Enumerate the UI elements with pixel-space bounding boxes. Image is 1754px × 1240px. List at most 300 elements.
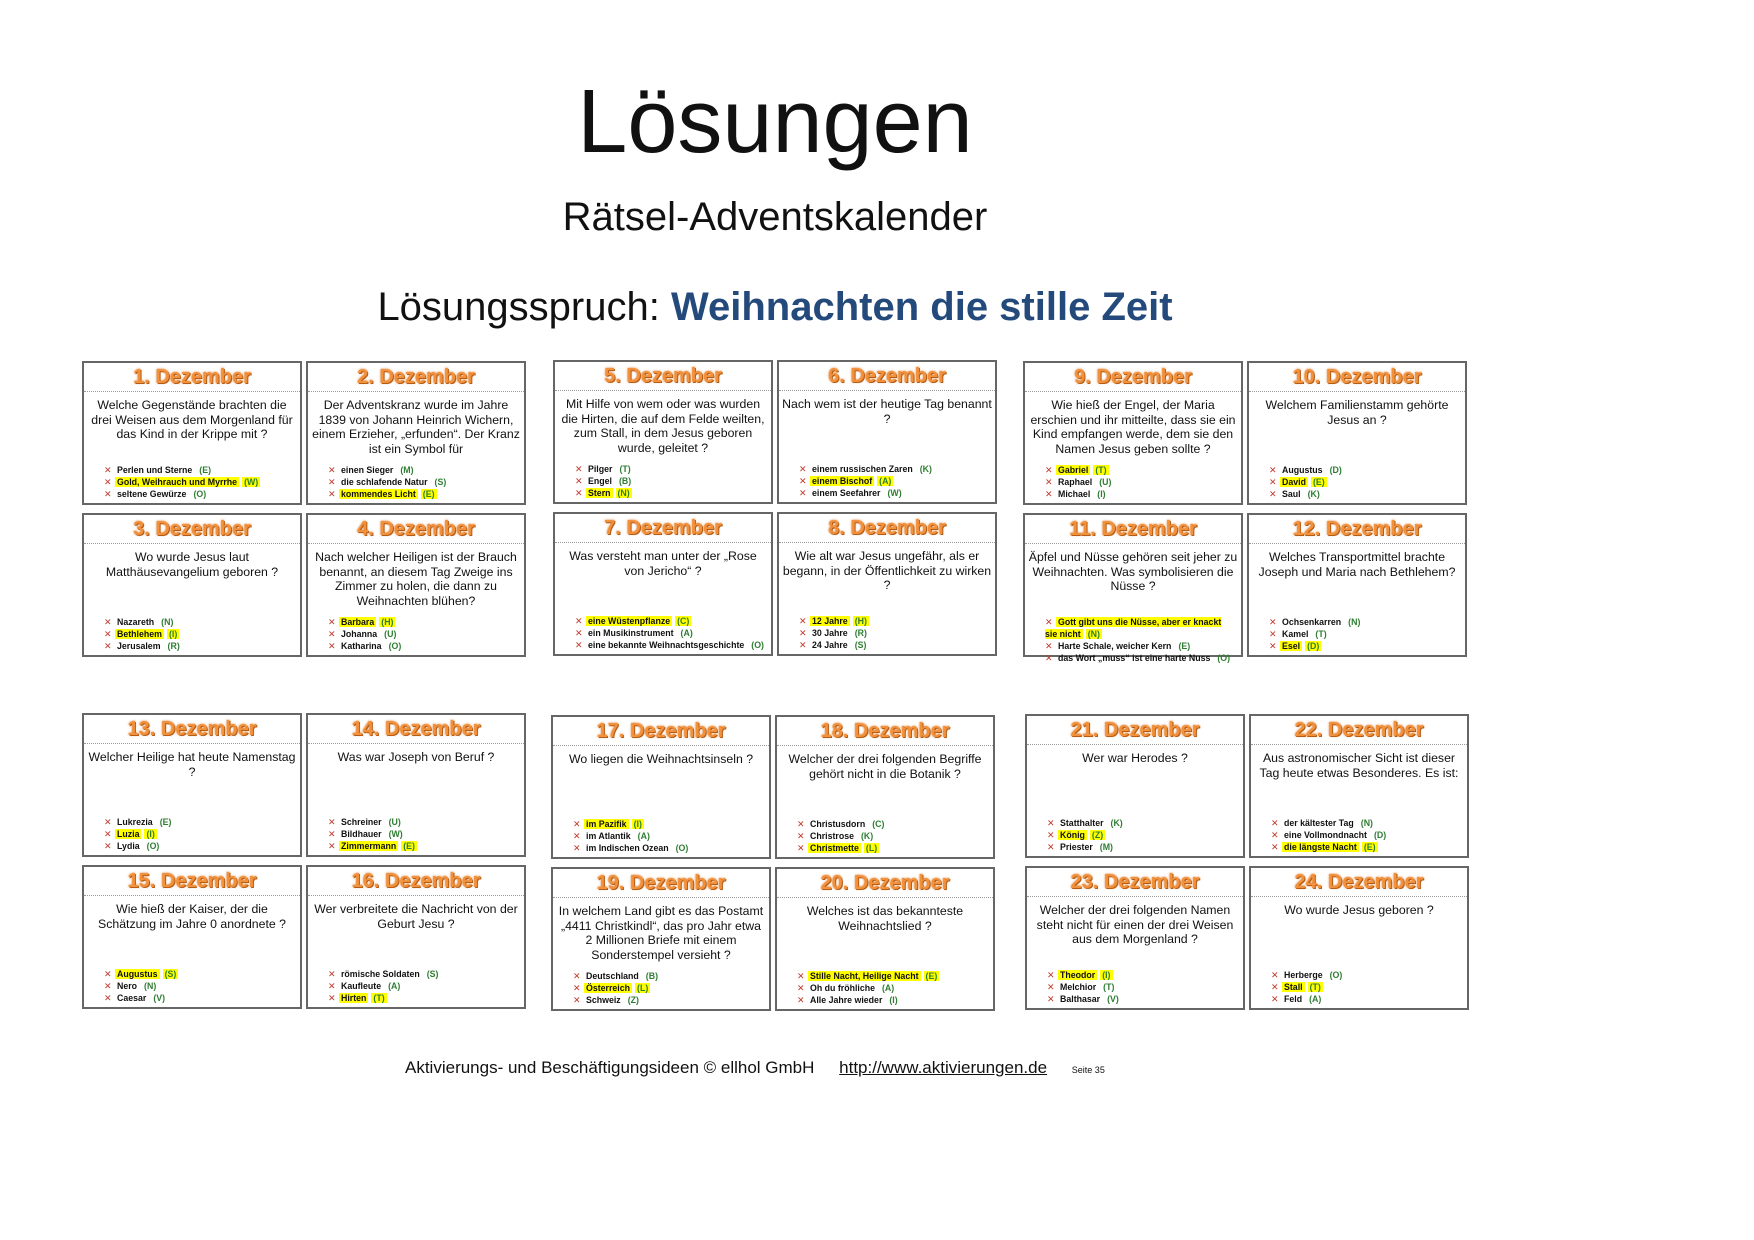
answer-text: Nero bbox=[117, 981, 138, 991]
answer-letter: (B) bbox=[618, 476, 632, 486]
answer-letter: (E) bbox=[925, 971, 938, 981]
answer-option bbox=[328, 816, 524, 828]
answer-option bbox=[104, 616, 300, 628]
card-question: Wer verbreitete die Nachricht von der Geburt Jesu ? bbox=[314, 902, 518, 931]
answer-option bbox=[797, 818, 993, 830]
card-date: 8. Dezember bbox=[779, 514, 995, 543]
answer-options bbox=[1027, 817, 1243, 853]
answer-option bbox=[797, 830, 993, 842]
answer-letter: (Z) bbox=[627, 995, 639, 1005]
answer-letter: (A) bbox=[388, 981, 401, 991]
cross-icon: ✕ bbox=[1045, 641, 1053, 651]
answer-text: Österreich bbox=[586, 983, 631, 993]
calendar-card bbox=[82, 361, 302, 505]
answer-text: die längste Nacht bbox=[1284, 842, 1357, 852]
answer-option bbox=[1269, 616, 1465, 628]
cross-icon: ✕ bbox=[797, 819, 805, 829]
cross-icon: ✕ bbox=[104, 465, 112, 475]
answer-option bbox=[328, 488, 524, 500]
cross-icon: ✕ bbox=[328, 617, 336, 627]
answer-options bbox=[308, 616, 524, 652]
calendar-card bbox=[306, 361, 526, 505]
card-question: Wo liegen die Weihnachtsinseln ? bbox=[568, 752, 754, 766]
card-date: 22. Dezember bbox=[1251, 716, 1467, 745]
answer-option bbox=[328, 828, 524, 840]
answer-options bbox=[308, 968, 524, 1004]
answer-options bbox=[1249, 464, 1465, 500]
cross-icon: ✕ bbox=[1047, 970, 1055, 980]
calendar-card bbox=[1249, 866, 1469, 1010]
cross-icon: ✕ bbox=[799, 464, 807, 474]
answer-option bbox=[328, 476, 524, 488]
page-title: Lösungen bbox=[577, 72, 973, 172]
answer-text: Christusdorn bbox=[810, 819, 866, 829]
cross-icon: ✕ bbox=[797, 843, 805, 853]
cross-icon: ✕ bbox=[1271, 970, 1279, 980]
answer-option bbox=[1271, 829, 1467, 841]
cross-icon: ✕ bbox=[799, 616, 807, 626]
answer-letter: (I) bbox=[146, 829, 155, 839]
cards-block bbox=[1023, 361, 1467, 663]
card-question: Mit Hilfe von wem oder was wurden die Hirten, die auf dem Felde weilten, zum Stall, in dem Jesus geboren wurde, geleitet ? bbox=[561, 397, 765, 455]
cross-icon: ✕ bbox=[1271, 842, 1279, 852]
answer-option bbox=[575, 487, 771, 499]
card-question: Welches Transportmittel brachte Joseph und Maria nach Bethlehem? bbox=[1258, 550, 1456, 579]
card-date: 4. Dezember bbox=[308, 515, 524, 544]
answer-text: einen Sieger bbox=[341, 465, 394, 475]
card-date: 9. Dezember bbox=[1025, 363, 1241, 392]
answer-option bbox=[104, 476, 300, 488]
cross-icon: ✕ bbox=[575, 616, 583, 626]
answer-option bbox=[573, 842, 769, 854]
answer-letter: (U) bbox=[384, 629, 397, 639]
answer-option bbox=[328, 840, 524, 852]
card-question: Wo wurde Jesus geboren ? bbox=[1284, 903, 1434, 917]
cross-icon: ✕ bbox=[1047, 994, 1055, 1004]
answer-option bbox=[573, 818, 769, 830]
cross-icon: ✕ bbox=[575, 628, 583, 638]
answer-letter: (L) bbox=[865, 843, 878, 853]
answer-letter: (I) bbox=[168, 629, 178, 639]
calendar-card bbox=[306, 713, 526, 857]
answer-text: Priester bbox=[1060, 842, 1093, 852]
cross-icon: ✕ bbox=[575, 476, 583, 486]
cross-icon: ✕ bbox=[1271, 818, 1279, 828]
answer-letter: (O) bbox=[146, 841, 160, 851]
calendar-card bbox=[775, 867, 995, 1011]
answer-text: Esel bbox=[1282, 641, 1301, 651]
answer-text: Statthalter bbox=[1060, 818, 1104, 828]
answer-options bbox=[777, 970, 993, 1006]
answer-letter: (A) bbox=[879, 476, 892, 486]
answer-letter: (A) bbox=[882, 983, 895, 993]
answer-option bbox=[1047, 817, 1243, 829]
answer-text: Christmette bbox=[810, 843, 859, 853]
answer-options bbox=[1025, 616, 1241, 664]
cross-icon: ✕ bbox=[1045, 477, 1053, 487]
answer-option bbox=[328, 616, 524, 628]
answer-letter: (O) bbox=[193, 489, 207, 499]
answer-option bbox=[1047, 981, 1243, 993]
answer-option bbox=[1269, 476, 1465, 488]
answer-text: Lukrezia bbox=[117, 817, 153, 827]
answer-option bbox=[575, 639, 771, 651]
card-date: 16. Dezember bbox=[308, 867, 524, 896]
answer-option bbox=[1047, 993, 1243, 1005]
cross-icon: ✕ bbox=[797, 971, 805, 981]
answer-option bbox=[1271, 817, 1467, 829]
answer-text: Schweiz bbox=[586, 995, 621, 1005]
answer-option bbox=[1045, 640, 1241, 652]
cross-icon: ✕ bbox=[328, 969, 336, 979]
answer-text: Luzia bbox=[117, 829, 140, 839]
calendar-card bbox=[551, 867, 771, 1011]
answer-text: im Atlantik bbox=[586, 831, 631, 841]
cross-icon: ✕ bbox=[104, 641, 112, 651]
answer-option bbox=[797, 842, 993, 854]
cross-icon: ✕ bbox=[1269, 617, 1277, 627]
cross-icon: ✕ bbox=[328, 641, 336, 651]
calendar-card bbox=[1023, 513, 1243, 663]
card-question: Wie hieß der Kaiser, der die Schätzung im Jahre 0 anordnete ? bbox=[98, 902, 286, 931]
cross-icon: ✕ bbox=[328, 489, 336, 499]
card-question: Was versteht man unter der „Rose von Jericho“ ? bbox=[569, 549, 757, 578]
cross-icon: ✕ bbox=[328, 629, 336, 639]
answer-letter: (E) bbox=[1363, 842, 1376, 852]
cross-icon: ✕ bbox=[328, 477, 336, 487]
answer-letter: (I) bbox=[633, 819, 642, 829]
cross-icon: ✕ bbox=[1045, 617, 1053, 627]
answer-options bbox=[1025, 464, 1241, 500]
answer-letter: (E) bbox=[159, 817, 172, 827]
answer-letter: (E) bbox=[403, 841, 415, 851]
answer-letter: (T) bbox=[1315, 629, 1327, 639]
answer-letter: (S) bbox=[434, 477, 447, 487]
answer-text: Zimmermann bbox=[341, 841, 397, 851]
answer-text: Ochsenkarren bbox=[1282, 617, 1342, 627]
answer-letter: (N) bbox=[1348, 617, 1361, 627]
card-question: Welches ist das bekannteste Weihnachtslied ? bbox=[806, 904, 964, 933]
cross-icon: ✕ bbox=[104, 489, 112, 499]
cross-icon: ✕ bbox=[104, 841, 112, 851]
cards-block bbox=[553, 360, 997, 656]
calendar-card bbox=[1247, 513, 1467, 657]
card-question: Nach wem ist der heutige Tag benannt ? bbox=[782, 397, 992, 426]
answer-option bbox=[1271, 969, 1467, 981]
cross-icon: ✕ bbox=[575, 464, 583, 474]
answer-option bbox=[573, 970, 769, 982]
cross-icon: ✕ bbox=[1047, 842, 1055, 852]
answer-options bbox=[777, 818, 993, 854]
card-question: Wo wurde Jesus laut Matthäusevangelium geboren ? bbox=[105, 550, 279, 579]
cross-icon: ✕ bbox=[104, 817, 112, 827]
footer-link[interactable]: http://www.aktivierungen.de bbox=[839, 1058, 1048, 1077]
answer-text: Augustus bbox=[117, 969, 158, 979]
answer-option bbox=[799, 487, 995, 499]
calendar-card bbox=[306, 513, 526, 657]
answer-letter: (O) bbox=[751, 640, 764, 650]
answer-letter: (I) bbox=[1102, 970, 1111, 980]
cross-icon: ✕ bbox=[328, 817, 336, 827]
answer-option bbox=[797, 982, 993, 994]
cross-icon: ✕ bbox=[573, 831, 581, 841]
answer-letter: (W) bbox=[244, 477, 259, 487]
answer-option bbox=[797, 994, 993, 1006]
answer-text: Gold, Weihrauch und Myrrhe bbox=[117, 477, 238, 487]
answer-option bbox=[1045, 488, 1241, 500]
answer-letter: (A) bbox=[1309, 994, 1322, 1004]
answer-options bbox=[84, 816, 300, 852]
calendar-card bbox=[82, 513, 302, 657]
answer-letter: (M) bbox=[400, 465, 414, 475]
answer-letter: (S) bbox=[164, 969, 177, 979]
answer-text: eine bekannte Weihnachtsgeschichte bbox=[588, 640, 745, 650]
cards-block bbox=[82, 361, 526, 657]
card-question: Der Adventskranz wurde im Jahre 1839 von Johann Heinrich Wichern, einem Erzieher, „erfunden“. Der Kranz ist ein Symbol für bbox=[312, 398, 520, 456]
answer-letter: (H) bbox=[381, 617, 394, 627]
answer-option bbox=[328, 628, 524, 640]
answer-text: das Wort „muss“ ist eine harte Nuss bbox=[1058, 653, 1211, 663]
answer-options bbox=[308, 816, 524, 852]
answer-option bbox=[799, 615, 995, 627]
answer-text: einem Seefahrer bbox=[812, 488, 881, 498]
answer-option bbox=[104, 980, 300, 992]
cross-icon: ✕ bbox=[104, 829, 112, 839]
answer-options bbox=[84, 616, 300, 652]
cross-icon: ✕ bbox=[328, 465, 336, 475]
answer-options bbox=[308, 464, 524, 500]
answer-letter: (T) bbox=[619, 464, 631, 474]
cross-icon: ✕ bbox=[104, 969, 112, 979]
answer-option bbox=[575, 463, 771, 475]
calendar-card bbox=[82, 865, 302, 1009]
card-date: 21. Dezember bbox=[1027, 716, 1243, 745]
answer-option bbox=[573, 982, 769, 994]
calendar-card bbox=[775, 715, 995, 859]
answer-letter: (H) bbox=[854, 616, 867, 626]
card-question: Welchem Familienstamm gehörte Jesus an ? bbox=[1265, 398, 1449, 427]
answer-option bbox=[104, 816, 300, 828]
answer-option bbox=[328, 640, 524, 652]
answer-letter: (D) bbox=[1307, 641, 1320, 651]
answer-option bbox=[1047, 969, 1243, 981]
answer-option bbox=[328, 968, 524, 980]
answer-text: Harte Schale, weicher Kern bbox=[1058, 641, 1172, 651]
card-date: 19. Dezember bbox=[553, 869, 769, 898]
answer-text: Feld bbox=[1284, 994, 1303, 1004]
answer-text: Bethlehem bbox=[117, 629, 162, 639]
answer-letter: (N) bbox=[1087, 629, 1100, 639]
cross-icon: ✕ bbox=[1271, 982, 1279, 992]
cross-icon: ✕ bbox=[1269, 641, 1277, 651]
cross-icon: ✕ bbox=[1047, 830, 1055, 840]
answer-letter: (K) bbox=[1307, 489, 1320, 499]
answer-text: Schreiner bbox=[341, 817, 382, 827]
answer-letter: (N) bbox=[1360, 818, 1373, 828]
answer-letter: (S) bbox=[426, 969, 439, 979]
card-date: 10. Dezember bbox=[1249, 363, 1465, 392]
answer-option bbox=[1269, 464, 1465, 476]
card-date: 17. Dezember bbox=[553, 717, 769, 746]
answer-option bbox=[1269, 488, 1465, 500]
answer-letter: (E) bbox=[1312, 477, 1325, 487]
answer-text: Barbara bbox=[341, 617, 375, 627]
cross-icon: ✕ bbox=[799, 476, 807, 486]
answer-text: Herberge bbox=[1284, 970, 1323, 980]
answer-text: Stall bbox=[1284, 982, 1303, 992]
answer-text: Alle Jahre wieder bbox=[810, 995, 883, 1005]
answer-text: Augustus bbox=[1282, 465, 1323, 475]
answer-letter: (C) bbox=[872, 819, 885, 829]
answer-text: König bbox=[1060, 830, 1085, 840]
cross-icon: ✕ bbox=[573, 995, 581, 1005]
answer-text: David bbox=[1282, 477, 1306, 487]
cross-icon: ✕ bbox=[573, 843, 581, 853]
answer-text: Theodor bbox=[1060, 970, 1096, 980]
answer-option bbox=[575, 475, 771, 487]
cross-icon: ✕ bbox=[1271, 994, 1279, 1004]
answer-text: 30 Jahre bbox=[812, 628, 848, 638]
card-question: Was war Joseph von Beruf ? bbox=[337, 750, 495, 764]
calendar-card bbox=[306, 865, 526, 1009]
answer-letter: (O) bbox=[675, 843, 689, 853]
calendar-card bbox=[1025, 714, 1245, 858]
calendar-card bbox=[553, 360, 773, 504]
answer-text: Oh du fröhliche bbox=[810, 983, 875, 993]
answer-option bbox=[799, 475, 995, 487]
cross-icon: ✕ bbox=[104, 981, 112, 991]
solution-phrase-answer: Weihnachten die stille Zeit bbox=[670, 285, 1173, 329]
card-date: 12. Dezember bbox=[1249, 515, 1465, 544]
answer-option bbox=[575, 627, 771, 639]
answer-options bbox=[1251, 817, 1467, 853]
calendar-card bbox=[553, 512, 773, 656]
answer-text: Raphael bbox=[1058, 477, 1093, 487]
cross-icon: ✕ bbox=[1269, 465, 1277, 475]
footer-credit: Aktivierungs- und Beschäftigungsideen © ellhol GmbH bbox=[405, 1058, 815, 1077]
card-date: 2. Dezember bbox=[308, 363, 524, 392]
cross-icon: ✕ bbox=[328, 829, 336, 839]
cards-block bbox=[82, 713, 526, 1009]
calendar-card bbox=[1025, 866, 1245, 1010]
card-date: 24. Dezember bbox=[1251, 868, 1467, 897]
calendar-card bbox=[82, 713, 302, 857]
answer-option bbox=[104, 628, 300, 640]
answer-option bbox=[1047, 841, 1243, 853]
answer-text: Stern bbox=[588, 488, 611, 498]
answer-option bbox=[1271, 841, 1467, 853]
answer-text: Gabriel bbox=[1058, 465, 1089, 475]
answer-text: seltene Gewürze bbox=[117, 489, 187, 499]
answer-options bbox=[779, 615, 995, 651]
answer-text: eine Wüstenpflanze bbox=[588, 616, 671, 626]
solution-phrase-label: Lösungsspruch: bbox=[377, 285, 660, 329]
answer-text: Perlen und Sterne bbox=[117, 465, 193, 475]
answer-letter: (K) bbox=[1110, 818, 1123, 828]
answer-letter: (A) bbox=[637, 831, 650, 841]
card-date: 1. Dezember bbox=[84, 363, 300, 392]
answer-option bbox=[104, 968, 300, 980]
answer-text: Saul bbox=[1282, 489, 1301, 499]
answer-option bbox=[1269, 640, 1465, 652]
card-question: Wie alt war Jesus ungefähr, als er begann, in der Öffentlichkeit zu wirken ? bbox=[782, 549, 992, 592]
answer-text: Melchior bbox=[1060, 982, 1097, 992]
page-number: Seite 35 bbox=[1071, 1065, 1105, 1075]
answer-text: Pilger bbox=[588, 464, 613, 474]
calendar-card bbox=[1023, 361, 1243, 505]
cross-icon: ✕ bbox=[1269, 629, 1277, 639]
answer-letter: (S) bbox=[854, 640, 867, 650]
answer-letter: (W) bbox=[887, 488, 902, 498]
answer-option bbox=[1045, 616, 1241, 640]
calendar-card bbox=[777, 360, 997, 504]
answer-letter: (C) bbox=[677, 616, 690, 626]
cross-icon: ✕ bbox=[104, 993, 112, 1003]
answer-letter: (T) bbox=[1095, 465, 1107, 475]
answer-text: römische Soldaten bbox=[341, 969, 420, 979]
calendar-card bbox=[1247, 361, 1467, 505]
answer-option bbox=[104, 840, 300, 852]
card-date: 13. Dezember bbox=[84, 715, 300, 744]
answer-letter: (U) bbox=[1099, 477, 1112, 487]
answer-option bbox=[1269, 628, 1465, 640]
card-date: 7. Dezember bbox=[555, 514, 771, 543]
answer-letter: (E) bbox=[199, 465, 212, 475]
answer-letter: (L) bbox=[637, 983, 649, 993]
answer-letter: (E) bbox=[1178, 641, 1191, 651]
cross-icon: ✕ bbox=[328, 993, 336, 1003]
answer-text: einem russischen Zaren bbox=[812, 464, 913, 474]
answer-option bbox=[799, 463, 995, 475]
cross-icon: ✕ bbox=[797, 831, 805, 841]
answer-text: im Indischen Ozean bbox=[586, 843, 669, 853]
answer-option bbox=[104, 992, 300, 1004]
cross-icon: ✕ bbox=[1269, 489, 1277, 499]
answer-letter: (B) bbox=[645, 971, 659, 981]
answer-option bbox=[1271, 981, 1467, 993]
answer-text: im Pazifik bbox=[586, 819, 627, 829]
answer-text: Michael bbox=[1058, 489, 1091, 499]
answer-option bbox=[797, 970, 993, 982]
card-date: 15. Dezember bbox=[84, 867, 300, 896]
answer-letter: (A) bbox=[680, 628, 693, 638]
answer-text: Nazareth bbox=[117, 617, 155, 627]
card-date: 18. Dezember bbox=[777, 717, 993, 746]
answer-text: Jerusalem bbox=[117, 641, 161, 651]
cross-icon: ✕ bbox=[573, 971, 581, 981]
answer-letter: (O) bbox=[388, 641, 402, 651]
answer-text: 12 Jahre bbox=[812, 616, 848, 626]
answer-options bbox=[1027, 969, 1243, 1005]
answer-option bbox=[328, 992, 524, 1004]
solution-phrase bbox=[0, 283, 1550, 331]
answer-option bbox=[328, 980, 524, 992]
answer-text: Gott gibt uns die Nüsse, aber er knackt sie nicht bbox=[1045, 617, 1222, 639]
cards-block bbox=[551, 715, 995, 1011]
answer-letter: (K) bbox=[861, 831, 874, 841]
answer-option bbox=[1045, 652, 1241, 664]
cross-icon: ✕ bbox=[104, 629, 112, 639]
cross-icon: ✕ bbox=[799, 488, 807, 498]
footer bbox=[405, 1057, 1105, 1081]
answer-options bbox=[1251, 969, 1467, 1005]
card-date: 20. Dezember bbox=[777, 869, 993, 898]
answer-letter: (O) bbox=[1329, 970, 1343, 980]
card-date: 6. Dezember bbox=[779, 362, 995, 391]
answer-letter: (D) bbox=[1373, 830, 1387, 840]
answer-letter: (D) bbox=[1329, 465, 1342, 475]
cross-icon: ✕ bbox=[575, 640, 583, 650]
